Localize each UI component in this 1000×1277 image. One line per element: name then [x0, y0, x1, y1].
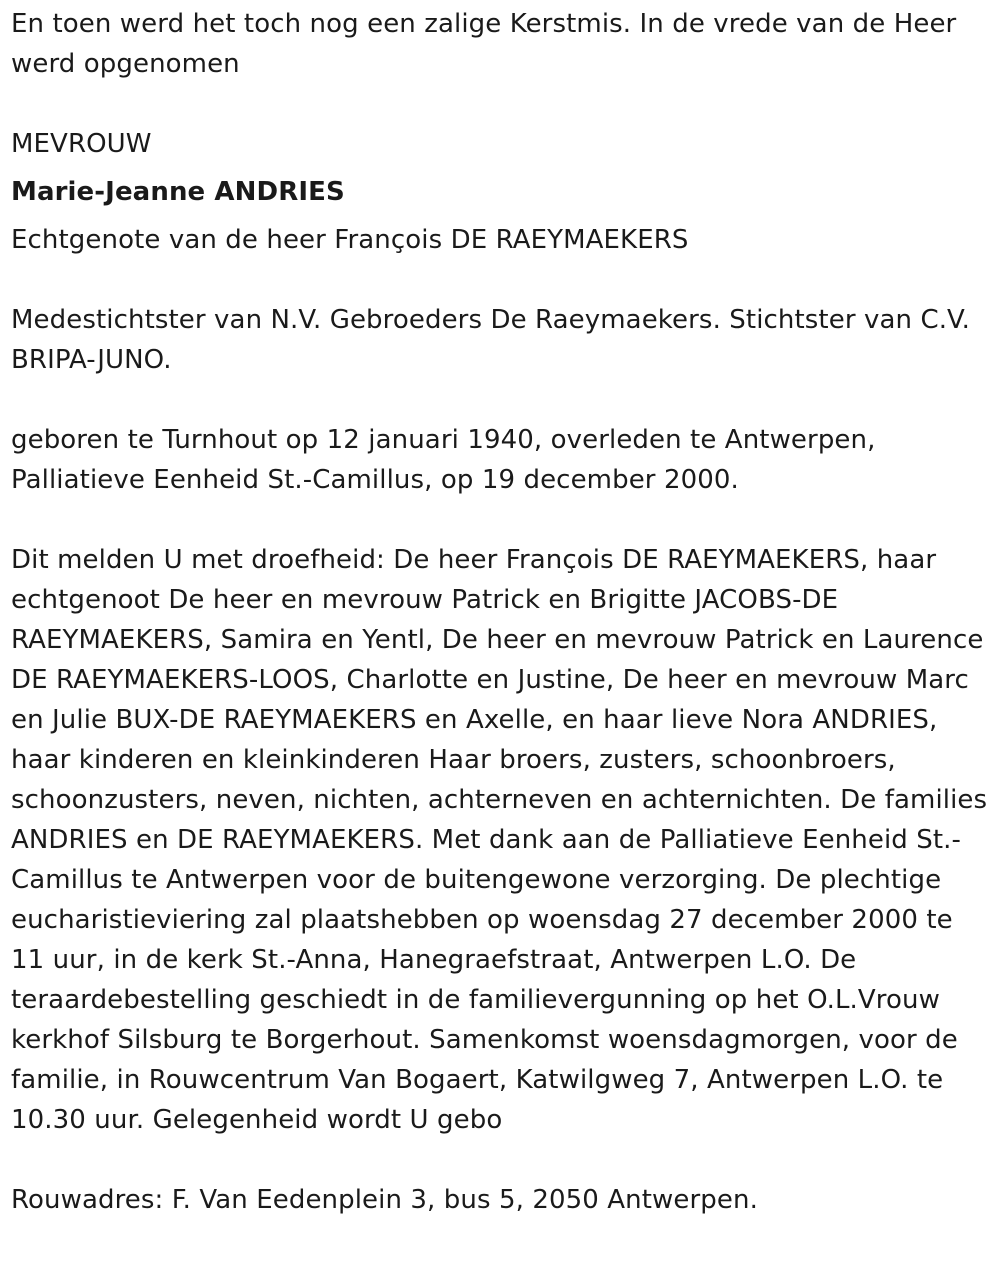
- mourning-address: Rouwadres: F. Van Eedenplein 3, bus 5, 2050 Antwerpen.: [11, 1185, 758, 1215]
- spacer: [11, 164, 991, 172]
- spacer: [11, 212, 991, 220]
- spacer: [11, 500, 991, 540]
- spacer: [11, 260, 991, 300]
- spouse-line: Echtgenote van de heer François DE RAEYMAEKERS: [11, 225, 689, 255]
- salutation: MEVROUW: [11, 129, 152, 159]
- spacer: [11, 380, 991, 420]
- birth-death-text: geboren te Turnhout op 12 januari 1940, overleden te Antwerpen, Palliatieve Eenheid St.-Camillus, op 19 december 2000.: [11, 425, 876, 495]
- roles-text: Medestichtster van N.V. Gebroeders De Raeymaekers. Stichtster van C.V. BRIPA-JUNO.: [11, 305, 970, 375]
- spacer: [11, 84, 991, 124]
- deceased-name: Marie-Jeanne ANDRIES: [11, 177, 345, 207]
- obituary-notice: [11, 4, 991, 1220]
- announcement-text: Dit melden U met droefheid: De heer François DE RAEYMAEKERS, haar echtgenoot De heer en mevrouw Patrick en Brigitte JACOBS-DE RAEYMAEKERS, Samira en Yentl, De heer en mevrouw Patrick en Laurence DE RAEYMAEKERS-LOOS, Charlotte en Justine, De heer en mevrouw Marc en Julie BUX-DE RAEYMAEKERS en Axelle, en haar lieve Nora ANDRIES, haar kinderen en kleinkinderen Haar broers, zusters, schoonbroers, schoonzusters, neven, nichten, achterneven en achternichten. De families ANDRIES en DE RAEYMAEKERS. Met dank aan de Palliatieve Eenheid St.-Camillus te Antwerpen voor de buitengewone verzorging. De plechtige eucharistieviering zal plaatshebben op woensdag 27 december 2000 te 11 uur, in de kerk St.-Anna, Hanegraefstraat, Antwerpen L.O. De teraardebestelling geschiedt in de familievergunning op het O.L.Vrouw kerkhof Silsburg te Borgerhout. Samenkomst woensdagmorgen, voor de familie, in Rouwcentrum Van Bogaert, Katwilgweg 7, Antwerpen L.O. te 10.30 uur. Gelegenheid wordt U gebo: [11, 545, 988, 1135]
- intro-text: En toen werd het toch nog een zalige Kerstmis. In de vrede van de Heer werd opgenomen: [11, 9, 957, 79]
- spacer: [11, 1140, 991, 1180]
